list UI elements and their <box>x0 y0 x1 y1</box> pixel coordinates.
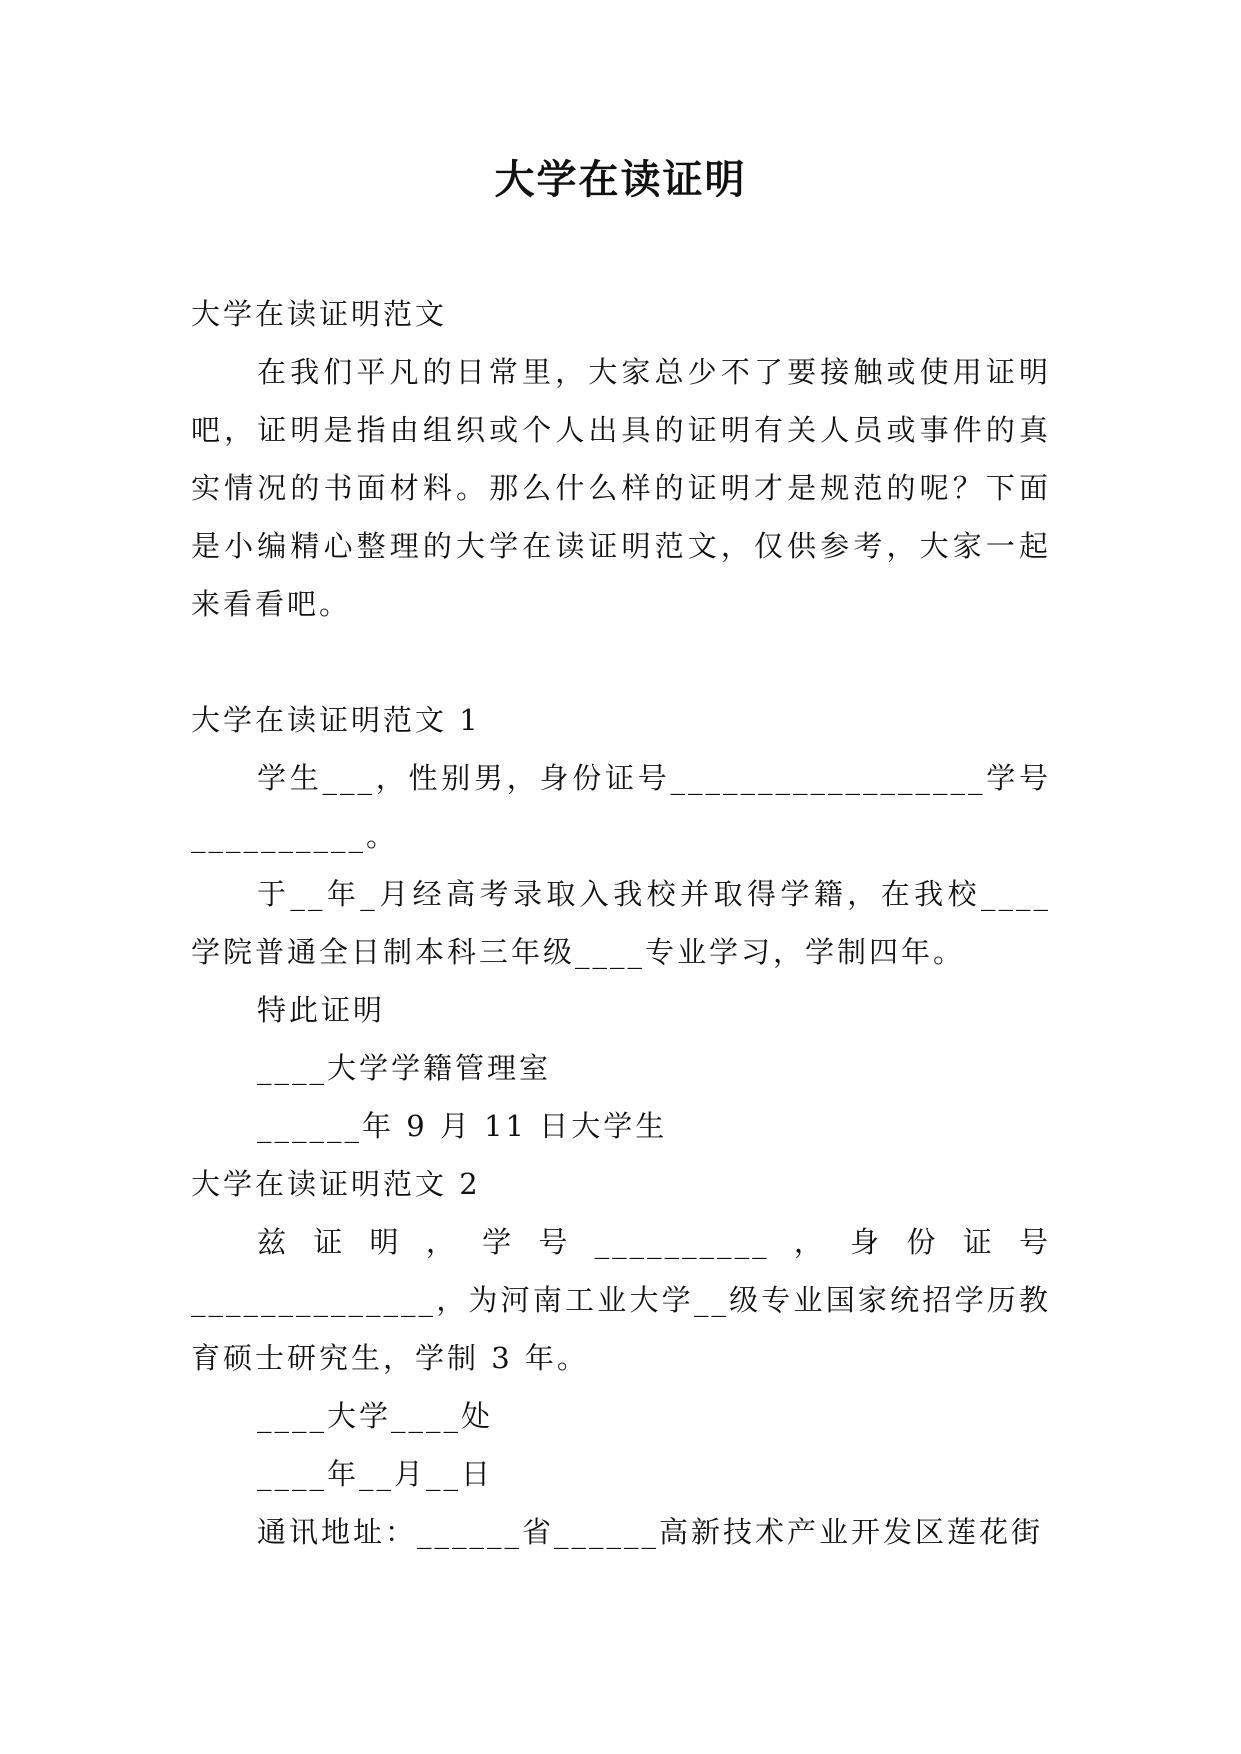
sample1-enrollment-info: 于__年_月经高考录取入我校并取得学籍，在我校____学院普通全日制本科三年级____专业学习，学制四年。 <box>191 877 1051 969</box>
intro-paragraph: 在我们平凡的日常里，大家总少不了要接触或使用证明吧，证明是指由组织或个人出具的证明有关人员或事件的真实情况的书面材料。那么什么样的证明才是规范的呢？下面是小编精心整理的大学在读证明范文，仅供参考，大家一起来看看吧。 <box>191 355 1051 621</box>
sample2-heading: 大学在读证明范文 2 <box>191 1167 481 1201</box>
document-body <box>191 285 1051 1561</box>
intro-heading: 大学在读证明范文 <box>191 297 448 331</box>
section-spacer <box>191 633 1051 691</box>
sample1-date: ______年 9 月 11 日大学生 <box>257 1109 668 1143</box>
sample1-heading: 大学在读证明范文 1 <box>191 703 481 737</box>
sample1-student-info: 学生___，性别男，身份证号__________________学号__________。 <box>191 761 1051 853</box>
sample1-closing: 特此证明 <box>257 993 386 1027</box>
sample1-office: ____大学学籍管理室 <box>257 1051 552 1085</box>
sample2-date: ____年__月__日 <box>257 1457 494 1491</box>
document-title: 大学在读证明 <box>494 156 747 203</box>
sample2-office: ____大学____处 <box>257 1399 494 1433</box>
sample2-student-info: 兹证明，学号__________，身份证号______________，为河南工业大学__级专业国家统招学历教育硕士研究生，学制 3 年。 <box>191 1225 1051 1375</box>
sample2-address: 通讯地址：______省______高新技术产业开发区莲花街 <box>257 1515 1044 1549</box>
